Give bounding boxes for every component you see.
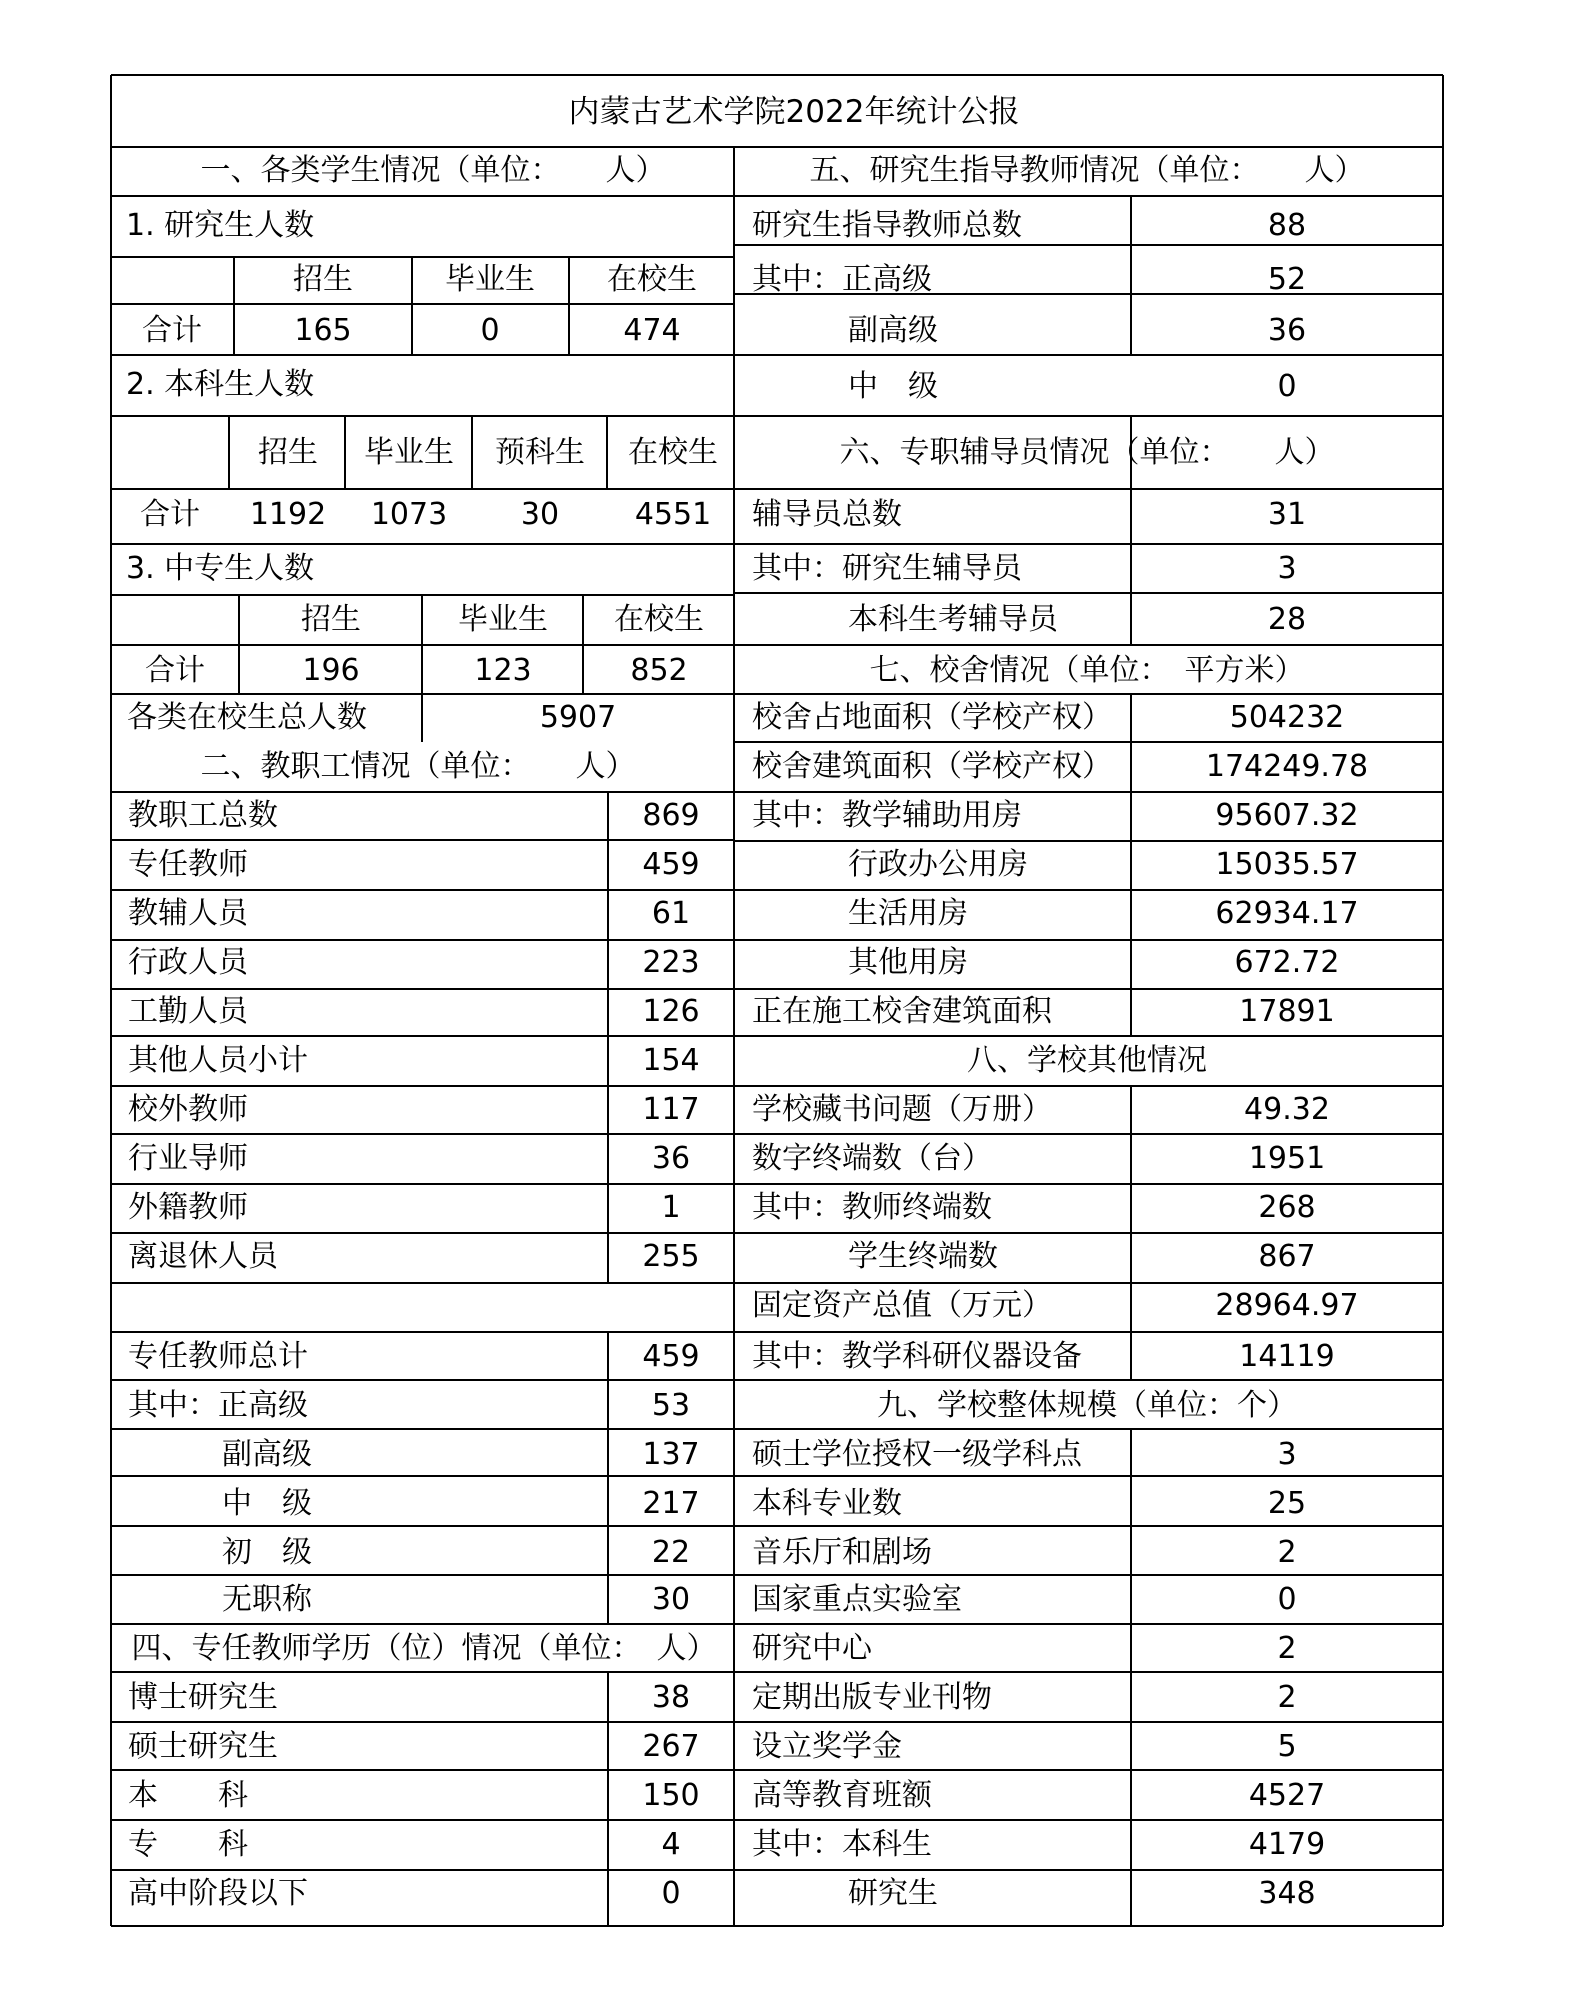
other-row-label: 数字终端数（台） bbox=[752, 1141, 992, 1176]
v-rule bbox=[110, 75, 112, 1926]
h-rule bbox=[111, 1525, 734, 1527]
staff-row-label: 其他人员小计 bbox=[128, 1043, 308, 1078]
education-row-label: 硕士研究生 bbox=[128, 1729, 278, 1764]
h-rule bbox=[734, 840, 1443, 842]
supervisor-row-value: 36 bbox=[1267, 313, 1307, 348]
h-rule bbox=[734, 1525, 1443, 1527]
v-rule bbox=[568, 257, 570, 355]
staff-row-value: 255 bbox=[642, 1239, 700, 1274]
education-row-value: 4 bbox=[661, 1827, 681, 1862]
v-rule bbox=[1442, 75, 1444, 1926]
scale-row-label: 设立奖学金 bbox=[752, 1729, 902, 1764]
supervisor-row-value: 0 bbox=[1277, 369, 1297, 404]
h-rule bbox=[111, 1183, 734, 1185]
scale-row-label: 其中：本科生 bbox=[752, 1827, 932, 1862]
teacher-title-row-label: 中 级 bbox=[222, 1486, 312, 1521]
h-rule bbox=[734, 354, 1443, 356]
education-row-value: 38 bbox=[651, 1680, 691, 1715]
h-rule bbox=[734, 1475, 1443, 1477]
h-rule bbox=[734, 1574, 1443, 1576]
h-rule bbox=[111, 1819, 734, 1821]
vocational-total-value: 852 bbox=[630, 653, 688, 688]
h-rule bbox=[111, 889, 734, 891]
h-rule bbox=[734, 791, 1443, 793]
other-row-value: 268 bbox=[1258, 1190, 1316, 1225]
h-rule bbox=[111, 1379, 734, 1381]
h-rule bbox=[734, 644, 1443, 646]
h-rule bbox=[111, 146, 1443, 148]
staff-row-value: 117 bbox=[642, 1092, 700, 1127]
page-title: 内蒙古艺术学院2022年统计公报 bbox=[568, 94, 1020, 130]
undergrad-count-label: 2. 本科生人数 bbox=[126, 367, 315, 402]
h-rule bbox=[111, 839, 734, 841]
building-row-label: 其他用房 bbox=[848, 945, 968, 980]
education-row-value: 267 bbox=[642, 1729, 700, 1764]
building-row-value: 17891 bbox=[1239, 994, 1335, 1029]
other-row-value: 14119 bbox=[1239, 1339, 1335, 1374]
teacher-title-row-label: 副高级 bbox=[222, 1437, 312, 1472]
scale-row-value: 2 bbox=[1277, 1631, 1297, 1666]
h-rule bbox=[111, 1232, 734, 1234]
vocational-col-header: 毕业生 bbox=[458, 602, 548, 637]
other-row-value: 867 bbox=[1258, 1239, 1316, 1274]
h-rule bbox=[734, 1282, 1443, 1284]
undergrad-col-header: 在校生 bbox=[628, 435, 718, 470]
staff-row-label: 教职工总数 bbox=[128, 798, 278, 833]
scale-row-value: 4527 bbox=[1248, 1778, 1326, 1813]
h-rule bbox=[111, 1133, 734, 1135]
h-rule bbox=[734, 1232, 1443, 1234]
scale-row-label: 高等教育班额 bbox=[752, 1778, 932, 1813]
section-title-buildings: 七、校舍情况（单位： 平方米） bbox=[869, 653, 1305, 688]
undergrad-total-value: 30 bbox=[520, 497, 560, 532]
teacher-title-row-label: 其中：正高级 bbox=[128, 1388, 308, 1423]
education-row-value: 0 bbox=[661, 1876, 681, 1911]
building-row-label: 其中：教学辅助用房 bbox=[752, 798, 1022, 833]
staff-row-label: 行业导师 bbox=[128, 1141, 248, 1176]
staff-row-value: 61 bbox=[651, 896, 691, 931]
counselor-row-value: 3 bbox=[1277, 551, 1297, 586]
h-rule bbox=[111, 488, 734, 490]
teacher-title-row-value: 459 bbox=[642, 1339, 700, 1374]
h-rule bbox=[111, 1085, 734, 1087]
v-rule bbox=[1130, 1429, 1132, 1926]
teacher-title-row-value: 137 bbox=[642, 1437, 700, 1472]
h-rule bbox=[111, 1671, 734, 1673]
h-rule bbox=[111, 303, 734, 305]
supervisor-row-label: 其中：正高级 bbox=[752, 262, 932, 297]
scale-row-label: 本科专业数 bbox=[752, 1486, 902, 1521]
scale-row-value: 3 bbox=[1277, 1437, 1297, 1472]
h-rule bbox=[734, 1623, 1443, 1625]
building-row-value: 95607.32 bbox=[1215, 798, 1359, 833]
h-rule bbox=[111, 1035, 734, 1037]
scale-row-value: 2 bbox=[1277, 1680, 1297, 1715]
building-row-value: 672.72 bbox=[1234, 945, 1340, 980]
grad-total-value: 474 bbox=[623, 313, 681, 348]
h-rule bbox=[111, 1721, 734, 1723]
h-rule bbox=[734, 939, 1443, 941]
staff-row-value: 36 bbox=[651, 1141, 691, 1176]
h-rule bbox=[111, 543, 734, 545]
h-rule bbox=[734, 1379, 1443, 1381]
undergrad-col-header: 预科生 bbox=[495, 435, 585, 470]
grad-total-value: 0 bbox=[480, 313, 500, 348]
teacher-title-row-value: 217 bbox=[642, 1486, 700, 1521]
undergrad-total-value: 4551 bbox=[634, 497, 712, 532]
other-row-label: 学校藏书问题（万册） bbox=[752, 1092, 1052, 1127]
scale-row-label: 音乐厅和剧场 bbox=[752, 1535, 932, 1570]
counselor-row-label: 辅导员总数 bbox=[752, 497, 902, 532]
h-rule bbox=[111, 988, 734, 990]
h-rule bbox=[734, 1769, 1443, 1771]
undergrad-total-value: 1073 bbox=[370, 497, 448, 532]
supervisor-row-label: 中 级 bbox=[848, 369, 938, 404]
undergrad-col-header: 招生 bbox=[258, 435, 318, 470]
staff-row-value: 459 bbox=[642, 847, 700, 882]
undergrad-col-header: 毕业生 bbox=[364, 435, 454, 470]
other-row-label: 其中：教师终端数 bbox=[752, 1190, 992, 1225]
grad-col-header: 招生 bbox=[293, 262, 353, 297]
v-rule bbox=[344, 416, 346, 489]
section-title-scale: 九、学校整体规模（单位：个） bbox=[877, 1388, 1297, 1423]
v-rule bbox=[1130, 1086, 1132, 1380]
v-rule bbox=[607, 1672, 609, 1926]
building-row-label: 生活用房 bbox=[848, 896, 968, 931]
h-rule bbox=[734, 741, 1443, 743]
h-rule bbox=[111, 1331, 734, 1333]
teacher-title-row-label: 专任教师总计 bbox=[128, 1339, 308, 1374]
grad-total-value: 165 bbox=[294, 313, 352, 348]
section-title-students: 一、各类学生情况（单位： 人） bbox=[200, 153, 666, 188]
h-rule bbox=[111, 1925, 1443, 1927]
h-rule bbox=[111, 195, 734, 197]
staff-row-value: 223 bbox=[642, 945, 700, 980]
undergrad-total-value: 1192 bbox=[249, 497, 327, 532]
h-rule bbox=[111, 256, 734, 258]
teacher-title-row-value: 22 bbox=[651, 1535, 691, 1570]
teacher-title-row-value: 53 bbox=[651, 1388, 691, 1423]
counselor-row-label: 本科生考辅导员 bbox=[848, 602, 1058, 637]
staff-row-label: 工勤人员 bbox=[128, 994, 248, 1029]
other-row-value: 1951 bbox=[1248, 1141, 1326, 1176]
v-rule bbox=[582, 595, 584, 694]
staff-row-value: 869 bbox=[642, 798, 700, 833]
h-rule bbox=[111, 1574, 734, 1576]
h-rule bbox=[734, 1133, 1443, 1135]
vocational-total-value: 196 bbox=[302, 653, 360, 688]
building-row-label: 正在施工校舍建筑面积 bbox=[752, 994, 1052, 1029]
supervisor-row-label: 研究生指导教师总数 bbox=[752, 208, 1022, 243]
teacher-title-row-label: 初 级 bbox=[222, 1535, 312, 1570]
education-row-value: 150 bbox=[642, 1778, 700, 1813]
h-rule bbox=[111, 415, 734, 417]
staff-row-label: 教辅人员 bbox=[128, 896, 248, 931]
section-title-staff: 二、教职工情况（单位： 人） bbox=[200, 749, 636, 784]
education-row-label: 博士研究生 bbox=[128, 1680, 278, 1715]
vocational-count-label: 3. 中专生人数 bbox=[126, 551, 315, 586]
v-rule bbox=[606, 416, 608, 489]
v-rule bbox=[607, 1332, 609, 1624]
education-row-label: 本 科 bbox=[128, 1778, 248, 1813]
h-rule bbox=[111, 354, 734, 356]
teacher-title-row-label: 无职称 bbox=[222, 1582, 312, 1617]
building-row-value: 15035.57 bbox=[1215, 847, 1359, 882]
grad-total-label: 合计 bbox=[142, 313, 202, 348]
h-rule bbox=[111, 791, 734, 793]
scale-row-value: 348 bbox=[1258, 1876, 1316, 1911]
vocational-col-header: 招生 bbox=[301, 602, 361, 637]
h-rule bbox=[734, 1035, 1443, 1037]
v-rule bbox=[228, 416, 230, 489]
h-rule bbox=[111, 1869, 734, 1871]
h-rule bbox=[111, 939, 734, 941]
education-row-label: 高中阶段以下 bbox=[128, 1876, 308, 1911]
v-rule bbox=[1130, 196, 1132, 355]
building-row-label: 行政办公用房 bbox=[848, 847, 1028, 882]
h-rule bbox=[734, 1428, 1443, 1430]
section-title-education: 四、专任教师学历（位）情况（单位： 人） bbox=[131, 1631, 717, 1666]
staff-row-value: 126 bbox=[642, 994, 700, 1029]
h-rule bbox=[111, 1282, 734, 1284]
h-rule bbox=[734, 415, 1443, 417]
scale-row-label: 定期出版专业刊物 bbox=[752, 1680, 992, 1715]
h-rule bbox=[734, 1721, 1443, 1723]
staff-row-value: 1 bbox=[661, 1190, 681, 1225]
building-row-value: 62934.17 bbox=[1215, 896, 1359, 931]
vocational-total-label: 合计 bbox=[145, 653, 205, 688]
building-row-label: 校舍建筑面积（学校产权） bbox=[752, 749, 1112, 784]
scale-row-value: 4179 bbox=[1248, 1827, 1326, 1862]
undergrad-total-label: 合计 bbox=[140, 497, 200, 532]
section-title-other: 八、学校其他情况 bbox=[967, 1043, 1207, 1078]
h-rule bbox=[734, 1085, 1443, 1087]
h-rule bbox=[734, 988, 1443, 990]
other-row-value: 28964.97 bbox=[1215, 1288, 1359, 1323]
counselor-row-value: 28 bbox=[1267, 602, 1307, 637]
h-rule bbox=[734, 1819, 1443, 1821]
h-rule bbox=[734, 889, 1443, 891]
grad-col-header: 在校生 bbox=[607, 262, 697, 297]
other-row-label: 其中：教学科研仪器设备 bbox=[752, 1339, 1082, 1374]
h-rule bbox=[111, 1475, 734, 1477]
staff-row-label: 行政人员 bbox=[128, 945, 248, 980]
h-rule bbox=[111, 74, 1443, 76]
staff-row-value: 154 bbox=[642, 1043, 700, 1078]
counselor-row-label: 其中：研究生辅导员 bbox=[752, 551, 1022, 586]
scale-row-value: 0 bbox=[1277, 1582, 1297, 1617]
v-rule bbox=[421, 694, 423, 742]
building-row-value: 504232 bbox=[1229, 700, 1345, 735]
h-rule bbox=[734, 592, 1443, 594]
scale-row-label: 硕士学位授权一级学科点 bbox=[752, 1437, 1082, 1472]
v-rule bbox=[411, 257, 413, 355]
scale-row-value: 2 bbox=[1277, 1535, 1297, 1570]
h-rule bbox=[111, 1428, 734, 1430]
h-rule bbox=[111, 1769, 734, 1771]
other-row-value: 49.32 bbox=[1244, 1092, 1330, 1127]
teacher-title-row-value: 30 bbox=[651, 1582, 691, 1617]
h-rule bbox=[111, 1623, 734, 1625]
h-rule bbox=[734, 1869, 1443, 1871]
staff-row-label: 专任教师 bbox=[128, 847, 248, 882]
h-rule bbox=[734, 543, 1443, 545]
h-rule bbox=[734, 488, 1443, 490]
v-rule bbox=[471, 416, 473, 489]
other-row-label: 学生终端数 bbox=[848, 1239, 998, 1274]
h-rule bbox=[734, 1331, 1443, 1333]
scale-row-value: 5 bbox=[1277, 1729, 1297, 1764]
scale-row-label: 研究中心 bbox=[752, 1631, 872, 1666]
h-rule bbox=[734, 244, 1443, 246]
v-rule bbox=[1130, 694, 1132, 1036]
supervisor-row-label: 副高级 bbox=[848, 313, 938, 348]
v-rule bbox=[238, 595, 240, 694]
staff-row-label: 外籍教师 bbox=[128, 1190, 248, 1225]
vocational-col-header: 在校生 bbox=[614, 602, 704, 637]
counselor-row-value: 31 bbox=[1267, 497, 1307, 532]
total-enrolled-value: 5907 bbox=[539, 700, 617, 735]
vocational-total-value: 123 bbox=[474, 653, 532, 688]
h-rule bbox=[734, 1183, 1443, 1185]
total-enrolled-label: 各类在校生总人数 bbox=[127, 700, 367, 735]
staff-row-label: 校外教师 bbox=[128, 1092, 248, 1127]
v-rule bbox=[233, 257, 235, 355]
staff-row-label: 离退休人员 bbox=[128, 1239, 278, 1274]
grad-col-header: 毕业生 bbox=[445, 262, 535, 297]
scale-row-value: 25 bbox=[1267, 1486, 1307, 1521]
supervisor-row-value: 52 bbox=[1267, 262, 1307, 297]
building-row-value: 174249.78 bbox=[1205, 749, 1369, 784]
h-rule bbox=[734, 693, 1443, 695]
supervisor-row-value: 88 bbox=[1267, 208, 1307, 243]
other-row-label: 固定资产总值（万元） bbox=[752, 1288, 1052, 1323]
building-row-label: 校舍占地面积（学校产权） bbox=[752, 700, 1112, 735]
h-rule bbox=[734, 195, 1443, 197]
section-title-counselors: 六、专职辅导员情况（单位： 人） bbox=[839, 435, 1335, 470]
section-title-supervisors: 五、研究生指导教师情况（单位： 人） bbox=[809, 153, 1365, 188]
scale-row-label: 研究生 bbox=[848, 1876, 938, 1911]
v-rule bbox=[421, 595, 423, 694]
scale-row-label: 国家重点实验室 bbox=[752, 1582, 962, 1617]
education-row-label: 专 科 bbox=[128, 1827, 248, 1862]
grad-count-label: 1. 研究生人数 bbox=[126, 208, 315, 243]
h-rule bbox=[734, 1671, 1443, 1673]
v-rule bbox=[607, 792, 609, 1283]
